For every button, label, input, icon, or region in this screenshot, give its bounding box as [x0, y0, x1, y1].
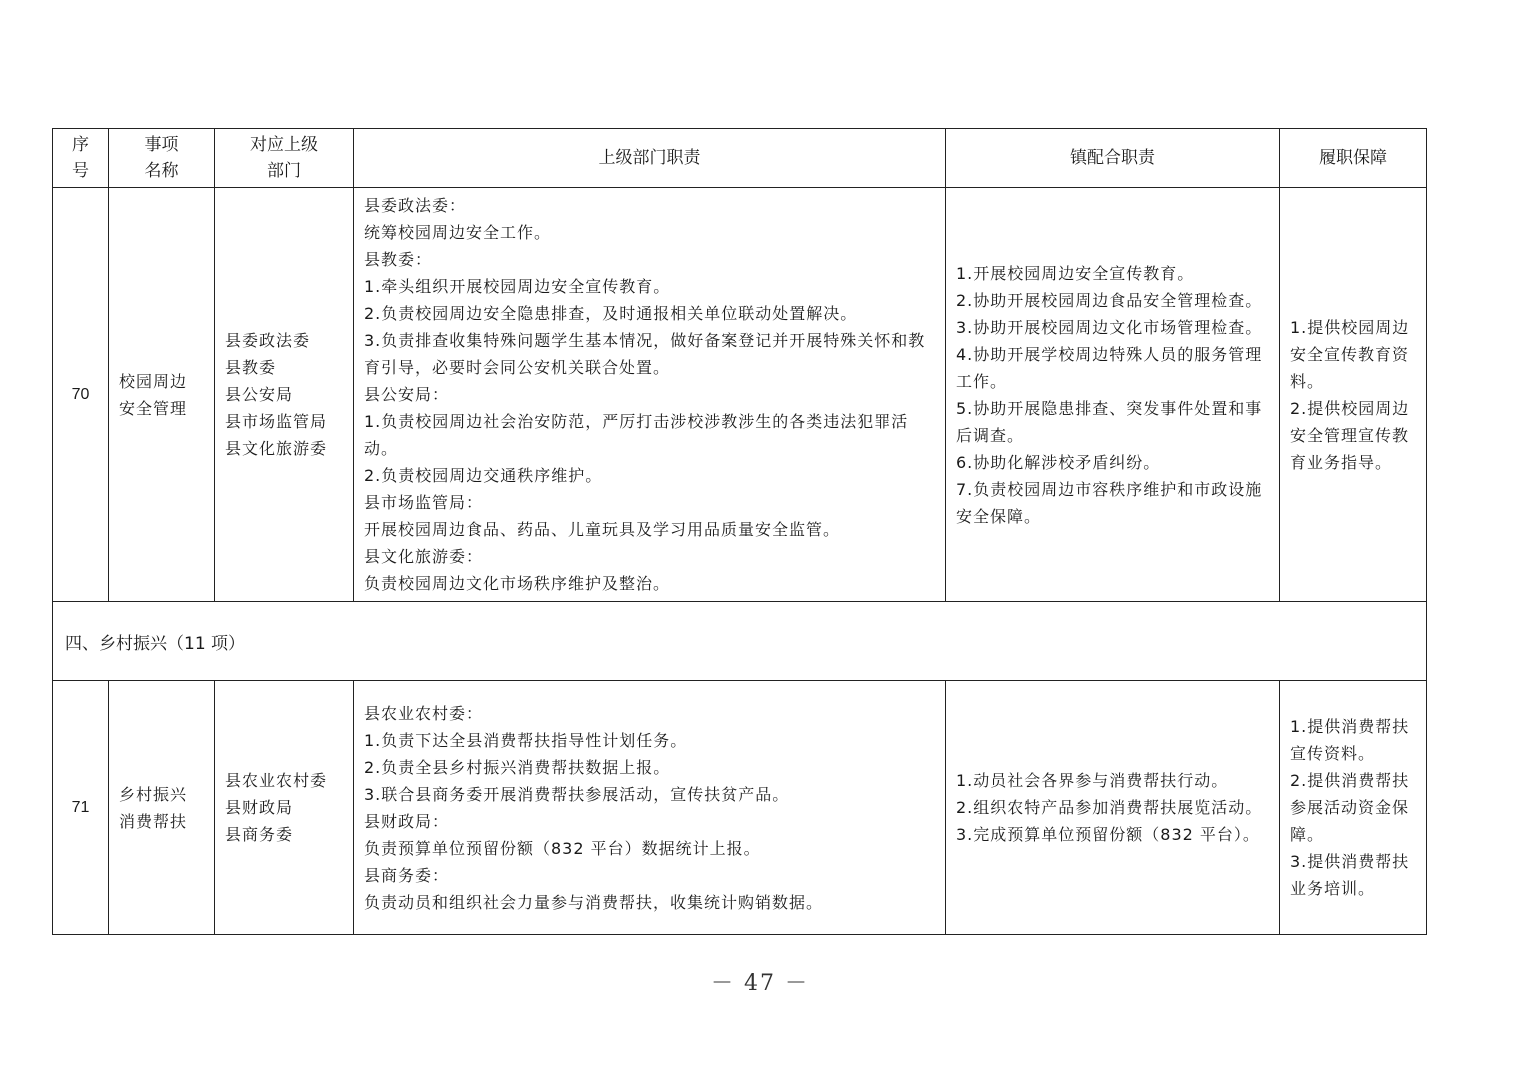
text-line: 开展校园周边食品、药品、儿童玩具及学习用品质量安全监管。 [364, 520, 841, 539]
row-number: 70 [53, 188, 109, 602]
text-line: 县市场监管局 [225, 412, 328, 431]
text-line: 3.负责排查收集特殊问题学生基本情况，做好备案登记并开展特殊关怀和教育引导，必要时会同公安机关联合处置。 [364, 331, 926, 377]
text-line: 县文化旅游委 [225, 439, 328, 458]
header-seq [53, 129, 109, 188]
guarantee-text [1280, 188, 1427, 602]
text-line: 安全管理 [119, 398, 188, 418]
upper-dept-list [215, 681, 354, 935]
text-line: 2.组织农特产品参加消费帮扶展览活动。 [956, 798, 1263, 817]
text-line: 1.负责校园周边社会治安防范，严厉打击涉校涉教涉生的各类违法犯罪活动。 [364, 412, 909, 458]
header-upper-duties: 上级部门职责 [354, 129, 946, 188]
header-guarantee: 履职保障 [1280, 129, 1427, 188]
text-line: 县公安局： [364, 385, 450, 404]
header-dept-line-2: 部门 [267, 161, 301, 180]
page-number: － 47 － [711, 971, 809, 996]
text-line: 6.协助化解涉校矛盾纠纷。 [956, 452, 1161, 472]
header-item-line-2: 名称 [144, 161, 179, 180]
text-line: 负责预算单位预留份额（832 平台）数据统计上报。 [364, 838, 761, 858]
section-title: 四、乡村振兴（11 项） [53, 602, 1427, 681]
text-line: 3.完成预算单位预留份额（832 平台）。 [956, 825, 1260, 844]
header-seq-line-1: 序 [72, 135, 89, 154]
text-line: 7.负责校园周边市容秩序维护和市政设施安全保障。 [956, 479, 1263, 526]
text-line: 1.负责下达全县消费帮扶指导性计划任务。 [364, 730, 688, 750]
header-item-name [109, 129, 215, 188]
table-row [53, 188, 1427, 602]
text-line: 县商务委： [364, 865, 450, 885]
text-line: 负责校园周边文化市场秩序维护及整治。 [364, 574, 671, 593]
text-line: 县财政局 [225, 798, 294, 817]
text-line: 1.提供校园周边安全宣传教育资料。 [1290, 317, 1410, 391]
text-line: 乡村振兴 [119, 784, 188, 804]
row-number: 71 [53, 681, 109, 935]
header-town-duties: 镇配合职责 [946, 129, 1280, 188]
text-line: 校园周边 [119, 371, 188, 391]
text-line: 县教委： [364, 250, 433, 269]
text-line: 县公安局 [225, 385, 294, 404]
text-line: 县委政法委 [225, 331, 311, 350]
item-name [109, 188, 215, 602]
item-name [109, 681, 215, 935]
upper-dept-list [215, 188, 354, 602]
text-line: 县文化旅游委： [364, 547, 484, 566]
upper-duties [354, 188, 946, 602]
text-line: 4.协助开展学校周边特殊人员的服务管理工作。 [956, 344, 1263, 391]
text-line: 3.联合县商务委开展消费帮扶参展活动，宣传扶贫产品。 [364, 784, 790, 804]
header-seq-line-2: 号 [72, 161, 89, 180]
text-line: 2.提供消费帮扶参展活动资金保障。 [1290, 771, 1410, 844]
header-dept-line-1: 对应上级 [250, 135, 318, 154]
text-line: 县市场监管局： [364, 493, 484, 512]
text-line: 县农业农村委 [225, 771, 328, 790]
text-line: 1.牵头组织开展校园周边安全宣传教育。 [364, 277, 671, 296]
text-line: 1.动员社会各界参与消费帮扶行动。 [956, 771, 1229, 790]
text-line: 县教委 [225, 358, 277, 377]
town-duties [946, 188, 1280, 602]
text-line: 县商务委 [225, 825, 294, 844]
text-line: 2.提供校园周边安全管理宣传教育业务指导。 [1290, 398, 1410, 472]
text-line: 1.提供消费帮扶宣传资料。 [1290, 717, 1410, 763]
text-line: 2.协助开展校园周边食品安全管理检查。 [956, 290, 1263, 310]
text-line: 2.负责校园周边安全隐患排查，及时通报相关单位联动处置解决。 [364, 304, 858, 323]
text-line: 负责动员和组织社会力量参与消费帮扶，收集统计购销数据。 [364, 892, 824, 912]
responsibility-table [52, 128, 1427, 935]
guarantee-text [1280, 681, 1427, 935]
text-line: 统筹校园周边安全工作。 [364, 223, 552, 242]
header-item-line-1: 事项 [144, 135, 179, 154]
text-line: 3.协助开展校园周边文化市场管理检查。 [956, 317, 1263, 337]
table-row [53, 681, 1427, 935]
text-line: 县财政局： [364, 811, 450, 831]
text-line: 5.协助开展隐患排查、突发事件处置和事后调查。 [956, 398, 1263, 445]
header-upper-dept [215, 129, 354, 188]
text-line: 1.开展校园周边安全宣传教育。 [956, 263, 1195, 283]
text-line: 2.负责全县乡村振兴消费帮扶数据上报。 [364, 757, 671, 777]
text-line: 县委政法委： [364, 196, 467, 215]
section-row [53, 602, 1427, 681]
text-line: 3.提供消费帮扶业务培训。 [1290, 852, 1410, 898]
text-line: 2.负责校园周边交通秩序维护。 [364, 466, 603, 485]
text-line: 县农业农村委： [364, 703, 484, 723]
table-header-row [53, 129, 1427, 188]
town-duties [946, 681, 1280, 935]
text-line: 消费帮扶 [119, 811, 188, 831]
upper-duties [354, 681, 946, 935]
